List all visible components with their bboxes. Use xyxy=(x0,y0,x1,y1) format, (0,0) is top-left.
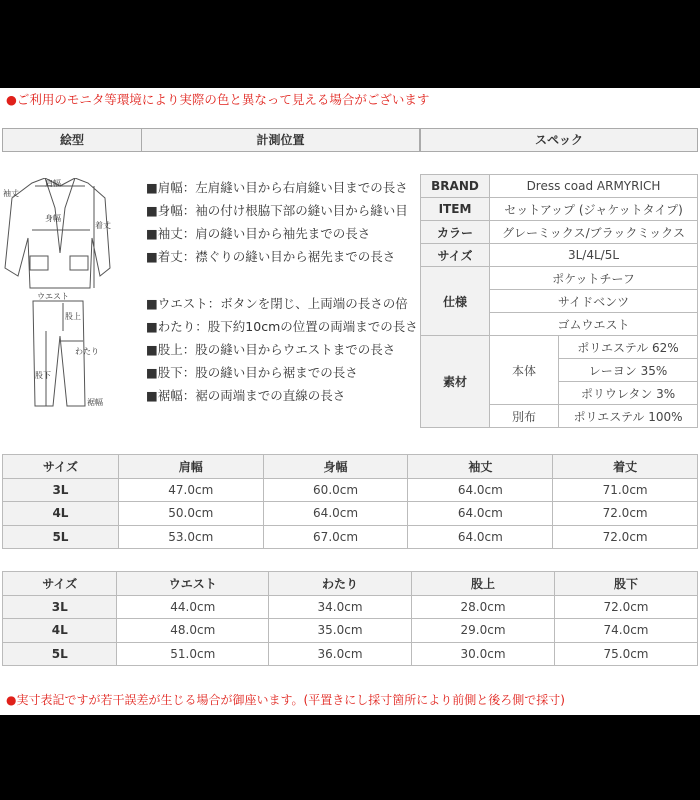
col-header: 肩幅 xyxy=(118,455,263,479)
table-row xyxy=(3,478,698,502)
label-waist: ウエスト xyxy=(37,292,69,301)
table-row xyxy=(3,619,698,643)
item-label: ITEM xyxy=(421,198,490,221)
col-header: 身幅 xyxy=(263,455,408,479)
size-chart-page xyxy=(0,88,700,715)
pants-illustration xyxy=(25,291,115,411)
material-value: ポリエステル 100% xyxy=(559,405,698,428)
header-spec: スペック xyxy=(420,128,698,152)
desc-ki: ■着丈：襟ぐりの縫い目から裾先までの長さ xyxy=(146,249,396,264)
label-mata-ue: 股上 xyxy=(65,312,81,321)
label-sode: 袖丈 xyxy=(3,189,19,198)
cell: 64.0cm xyxy=(408,478,553,502)
color-label: カラー xyxy=(421,221,490,244)
col-header: わたり xyxy=(269,572,412,596)
body-label: 本体 xyxy=(490,336,559,405)
cell: 64.0cm xyxy=(263,502,408,526)
size-cell: 5L xyxy=(3,642,117,666)
size-cell: 4L xyxy=(3,502,119,526)
col-header: 股下 xyxy=(555,572,698,596)
table-row xyxy=(3,525,698,549)
label-ki: 着丈 xyxy=(95,221,111,230)
cell: 60.0cm xyxy=(263,478,408,502)
cell: 71.0cm xyxy=(553,478,698,502)
label-mata-shita: 股下 xyxy=(35,371,51,380)
cell: 64.0cm xyxy=(408,525,553,549)
cell: 30.0cm xyxy=(412,642,555,666)
cell: 74.0cm xyxy=(555,619,698,643)
col-header: サイズ xyxy=(3,455,119,479)
cell: 67.0cm xyxy=(263,525,408,549)
material-value: ポリウレタン 3% xyxy=(559,382,698,405)
desc-mi: ■身幅：袖の付け根脇下部の縫い目から縫い目 xyxy=(146,203,408,218)
jacket-illustration xyxy=(0,178,115,298)
brand-label: BRAND xyxy=(421,175,490,198)
table-row xyxy=(3,502,698,526)
cell: 75.0cm xyxy=(555,642,698,666)
label-kata: 肩幅 xyxy=(45,179,61,188)
col-header: ウエスト xyxy=(117,572,269,596)
size-cell: 3L xyxy=(3,478,119,502)
desc-kata: ■肩幅：左肩縫い目から右肩縫い目までの長さ xyxy=(146,180,408,195)
desc-sode: ■袖丈：肩の縫い目から袖先までの長さ xyxy=(146,226,371,241)
other-label: 別布 xyxy=(490,405,559,428)
size-cell: 4L xyxy=(3,619,117,643)
feature-value: ゴムウエスト xyxy=(490,313,698,336)
cell: 53.0cm xyxy=(118,525,263,549)
table-header-row xyxy=(3,572,698,596)
feature-value: サイドベンツ xyxy=(490,290,698,313)
label-suso: 裾幅 xyxy=(87,398,103,407)
header-figure: 絵型 xyxy=(2,128,142,152)
col-header: 着丈 xyxy=(553,455,698,479)
measurement-notice: ●実寸表記ですが若干誤差が生じる場合が御座います。(平置きにし採寸箇所により前側と後ろ側で採寸) xyxy=(6,693,565,707)
cell: 29.0cm xyxy=(412,619,555,643)
feature-label: 仕様 xyxy=(421,267,490,336)
col-header: 股上 xyxy=(412,572,555,596)
material-value: レーヨン 35% xyxy=(559,359,698,382)
color-notice: ●ご利用のモニタ等環境により実際の色と異なって見える場合がございます xyxy=(6,92,430,107)
spec-table xyxy=(420,174,698,428)
color-value: グレーミックス/ブラックミックス xyxy=(490,221,698,244)
col-header: サイズ xyxy=(3,572,117,596)
brand-value: Dress coad ARMYRICH xyxy=(490,175,698,198)
desc-mata-ue: ■股上：股の縫い目からウエストまでの長さ xyxy=(146,342,396,357)
material-value: ポリエステル 62% xyxy=(559,336,698,359)
item-value: セットアップ (ジャケットタイプ) xyxy=(490,198,698,221)
cell: 48.0cm xyxy=(117,619,269,643)
cell: 28.0cm xyxy=(412,595,555,619)
cell: 44.0cm xyxy=(117,595,269,619)
desc-suso: ■裾幅：裾の両端までの直線の長さ xyxy=(146,388,346,403)
table-header-row xyxy=(3,455,698,479)
pants-size-table xyxy=(2,571,698,666)
cell: 51.0cm xyxy=(117,642,269,666)
cell: 72.0cm xyxy=(553,525,698,549)
size-label: サイズ xyxy=(421,244,490,267)
cell: 47.0cm xyxy=(118,478,263,502)
table-row xyxy=(3,595,698,619)
label-watari: わたり xyxy=(75,347,99,356)
col-header: 袖丈 xyxy=(408,455,553,479)
label-mi: 身幅 xyxy=(45,214,61,223)
cell: 72.0cm xyxy=(553,502,698,526)
cell: 50.0cm xyxy=(118,502,263,526)
size-value: 3L/4L/5L xyxy=(490,244,698,267)
cell: 72.0cm xyxy=(555,595,698,619)
header-measure: 計測位置 xyxy=(141,128,420,152)
material-label: 素材 xyxy=(421,336,490,428)
desc-watari: ■わたり：股下約10cmの位置の両端までの長さ xyxy=(146,319,418,334)
size-cell: 5L xyxy=(3,525,119,549)
desc-waist: ■ウエスト：ボタンを閉じ、上両端の長さの倍 xyxy=(146,296,408,311)
cell: 35.0cm xyxy=(269,619,412,643)
cell: 34.0cm xyxy=(269,595,412,619)
jacket-size-table xyxy=(2,454,698,549)
table-row xyxy=(3,642,698,666)
cell: 64.0cm xyxy=(408,502,553,526)
desc-mata-shita: ■股下：股の縫い目から裾までの長さ xyxy=(146,365,358,380)
size-cell: 3L xyxy=(3,595,117,619)
cell: 36.0cm xyxy=(269,642,412,666)
feature-value: ポケットチーフ xyxy=(490,267,698,290)
